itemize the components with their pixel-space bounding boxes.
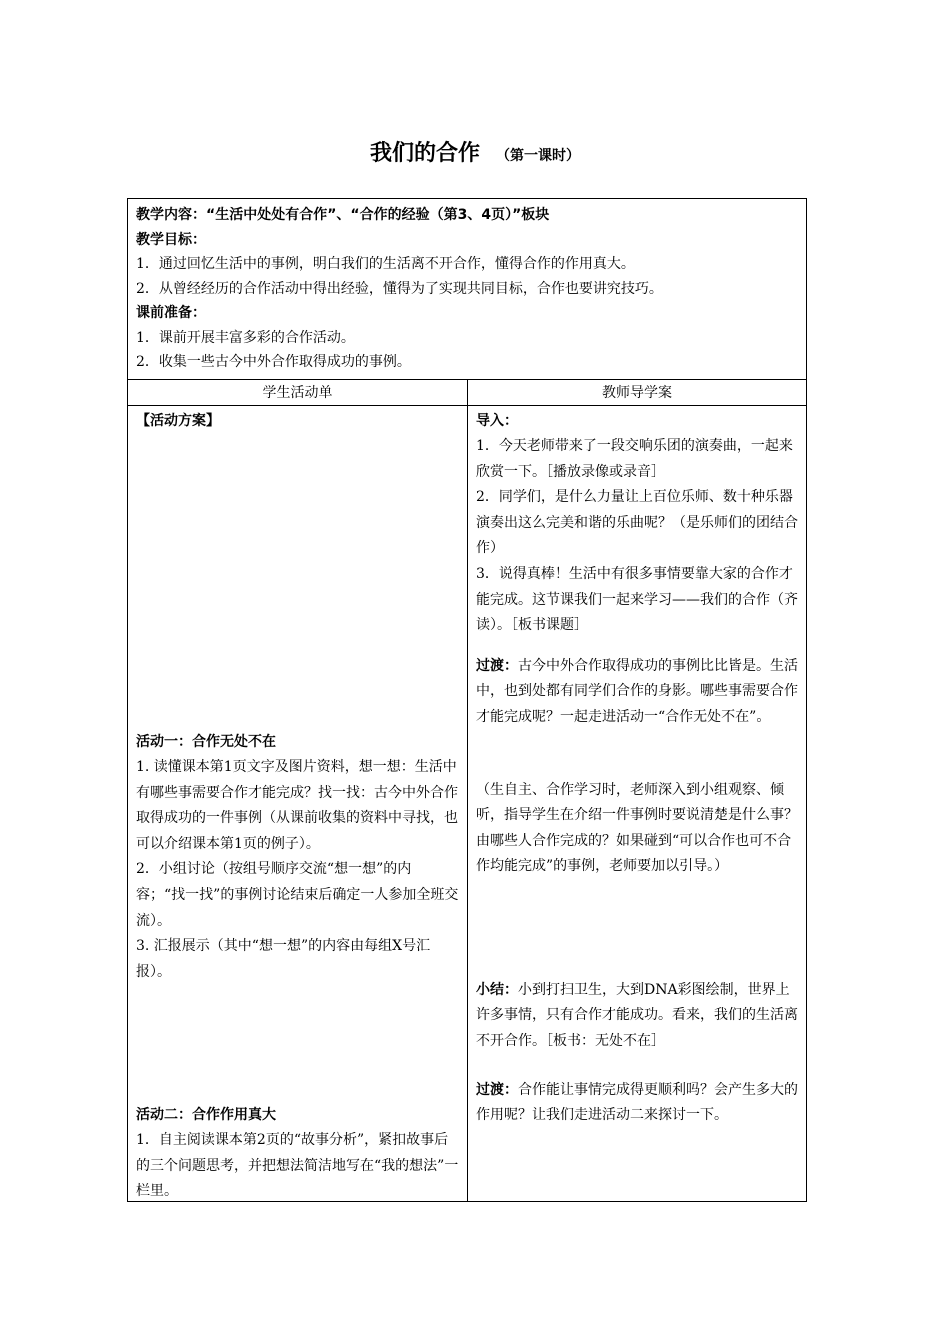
activity2-title: 活动二：合作作用真大 [136, 1106, 276, 1123]
intro-item: 1．今天老师带来了一段交响乐团的演奏曲，一起来欣赏一下。［播放录像或录音］ [476, 438, 793, 480]
table-body-row [128, 406, 806, 1201]
summary-text: 小到打扫卫生，大到DNA彩图绘制，世界上许多事情，只有合作才能成功。看来，我们的生活离不开合作。［板书：无处不在］ [476, 981, 798, 1049]
intro-item: 2．同学们，是什么力量让上百位乐师、数十种乐器演奏出这么完美和谐的乐曲呢？（是乐师们的团结合作） [476, 489, 798, 557]
prep-item: 2．收集一些古今中外合作取得成功的事例。 [136, 354, 411, 370]
plan-label: 【活动方案】 [136, 412, 220, 429]
lesson-overview [128, 199, 806, 380]
student-header: 学生活动单 [128, 380, 468, 405]
activity1-item: 2．小组讨论（按组号顺序交流“想一想”的内容；“找一找”的事例讨论结束后确定一人参加全班交流）。 [136, 861, 459, 929]
summary-label: 小结： [476, 981, 518, 998]
title-sub: （第一课时） [496, 148, 580, 164]
activity2-item: 1．自主阅读课本第2页的“故事分析”，紧扣故事后的三个问题思考，并把想法简洁地写在“我的想法”一栏里。 [136, 1132, 459, 1200]
table-header-row [128, 380, 806, 406]
goals-label: 教学目标： [136, 231, 206, 248]
observe-text: （生自主、合作学习时，老师深入到小组观察、倾听，指导学生在介绍一件事例时要说清楚是什么事？由哪些人合作完成的？如果碰到“可以合作也可不合作均能完成”的事例，老师要加以引导。） [476, 781, 798, 875]
title-main: 我们的合作 [369, 141, 480, 166]
prep-item: 1．课前开展丰富多彩的合作活动。 [136, 329, 355, 346]
transition1-text: 古今中外合作取得成功的事例比比皆是。生活中，也到处都有同学们合作的身影。哪些事需要合作才能完成呢？一起走进活动一“合作无处不在”。 [476, 657, 798, 725]
activity1-item: 1. 读懂课本第1页文字及图片资料，想一想：生活中有哪些事需要合作才能完成？找一找：古今中外合作取得成功的一件事例（从课前收集的资料中寻找，也可以介绍课本第1页的例子）。 [136, 759, 458, 852]
transition1-label: 过渡： [476, 657, 518, 674]
lesson-table [127, 198, 807, 1202]
intro-item: 3．说得真棒！生活中有很多事情要靠大家的合作才能完成。这节课我们一起来学习——我们的合作（齐读）。［板书课题］ [476, 566, 798, 634]
intro-label: 导入： [476, 412, 518, 429]
transition2-label: 过渡： [476, 1081, 518, 1098]
page-title [0, 136, 950, 167]
teacher-header: 教师导学案 [602, 385, 672, 401]
goal-item: 2．从曾经经历的合作活动中得出经验，懂得为了实现共同目标，合作也要讲究技巧。 [136, 280, 663, 297]
teacher-column [468, 406, 806, 1201]
activity1-title: 活动一：合作无处不在 [136, 733, 276, 750]
activity1-item: 3. 汇报展示（其中“想一想”的内容由每组X号汇报）。 [136, 938, 431, 980]
transition2-text: 合作能让事情完成得更顺利吗？会产生多大的作用呢？让我们走进活动二来探讨一下。 [476, 1081, 798, 1124]
prep-label: 课前准备： [136, 305, 206, 321]
content-label: 教学内容：“生活中处处有合作”、“合作的经验（第3、4页）”板块 [136, 207, 550, 223]
goal-item: 1．通过回忆生活中的事例，明白我们的生活离不开合作，懂得合作的作用真大。 [136, 256, 635, 272]
student-column [128, 406, 468, 1201]
